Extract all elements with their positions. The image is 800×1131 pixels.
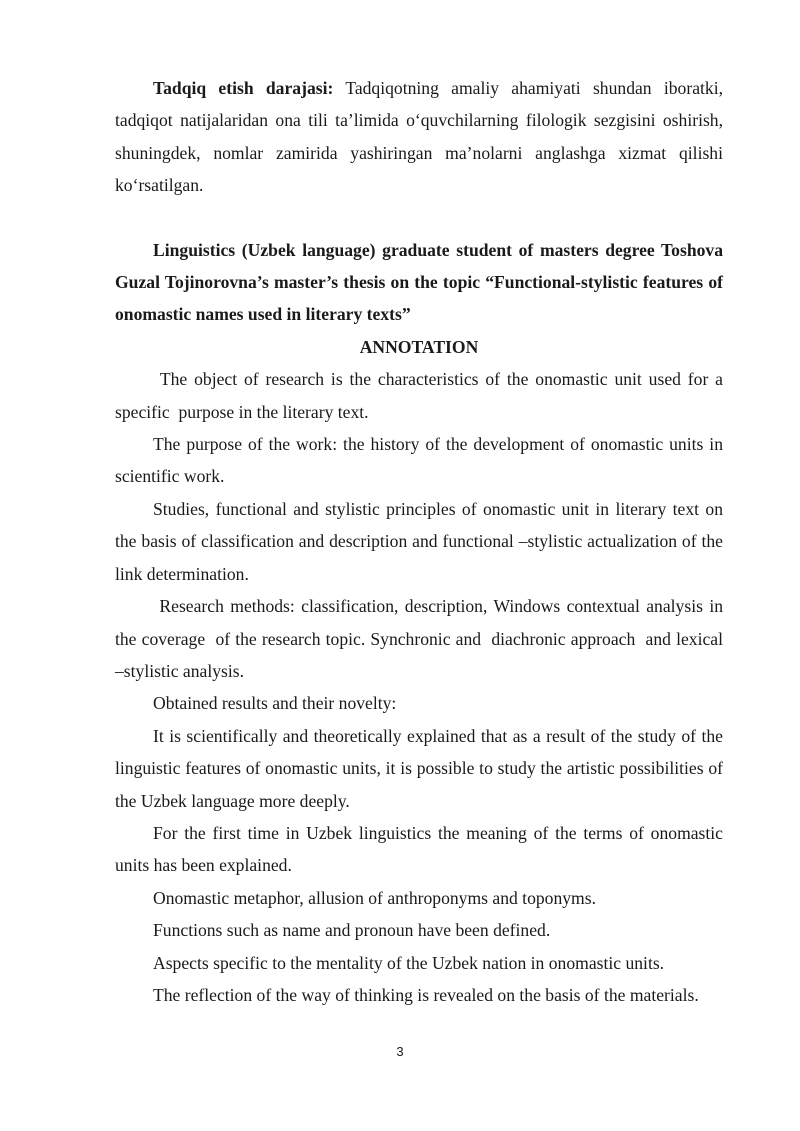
annotation-paragraph: The object of research is the characteristics of the onomastic unit used for a specific purpose in the literary text. xyxy=(115,369,728,422)
annotation-paragraph: Obtained results and their novelty: xyxy=(153,693,397,714)
annotation-paragraph: Aspects specific to the mentality of the Uzbek nation in onomastic units. xyxy=(153,952,665,973)
annotation-paragraph: Functions such as name and pronoun have been defined. xyxy=(153,920,551,941)
uzbek-paragraph xyxy=(115,72,723,202)
annotation-heading: ANNOTATION xyxy=(359,336,479,357)
annotation-paragraph: The reflection of the way of thinking is revealed on the basis of the materials. xyxy=(153,984,699,1005)
annotation-paragraph: Studies, functional and stylistic principles of onomastic unit in literary text on the basis of classification and description and functional –stylistic actualization of the link determination. xyxy=(115,498,723,584)
document-page xyxy=(115,72,728,1011)
thesis-title: Linguistics (Uzbek language) graduate student of masters degree Toshova Guzal Tojinorovna’s master’s thesis on the topic “Functional-stylistic features of onomastic names used in literary texts” xyxy=(115,239,723,325)
annotation-paragraph: Research methods: classification, description, Windows contextual analysis in the coverage of the research topic. Synchronic and diachronic approach and lexical –stylistic analysis. xyxy=(115,596,728,681)
uzbek-paragraph-text: Tadqiqotning amaliy ahamiyati shundan iboratki, tadqiqot natijalaridan ona tili ta’limida oʻquvchilarning filologik sezgisini oshirish, shuningdek, nomlar zamirida yashiringan ma’nolarni anglashga xizmat qilishi koʻrsatilgan. xyxy=(115,78,723,196)
annotation-paragraph: Onomastic metaphor, allusion of anthroponyms and toponyms. xyxy=(153,887,596,908)
uzbek-paragraph-label: Tadqiq etish darajasi: xyxy=(153,78,334,98)
page-number: 3 xyxy=(396,1044,404,1059)
paragraph-gap xyxy=(115,202,723,234)
annotation-paragraph: It is scientifically and theoretically explained that as a result of the study of the linguistic features of onomastic units, it is possible to study the artistic possibilities of the Uzbek language more deeply. xyxy=(115,725,723,811)
annotation-paragraph: For the first time in Uzbek linguistics the meaning of the terms of onomastic units has been explained. xyxy=(115,822,723,876)
annotation-paragraph: The purpose of the work: the history of the development of onomastic units in scientific work. xyxy=(115,434,723,487)
